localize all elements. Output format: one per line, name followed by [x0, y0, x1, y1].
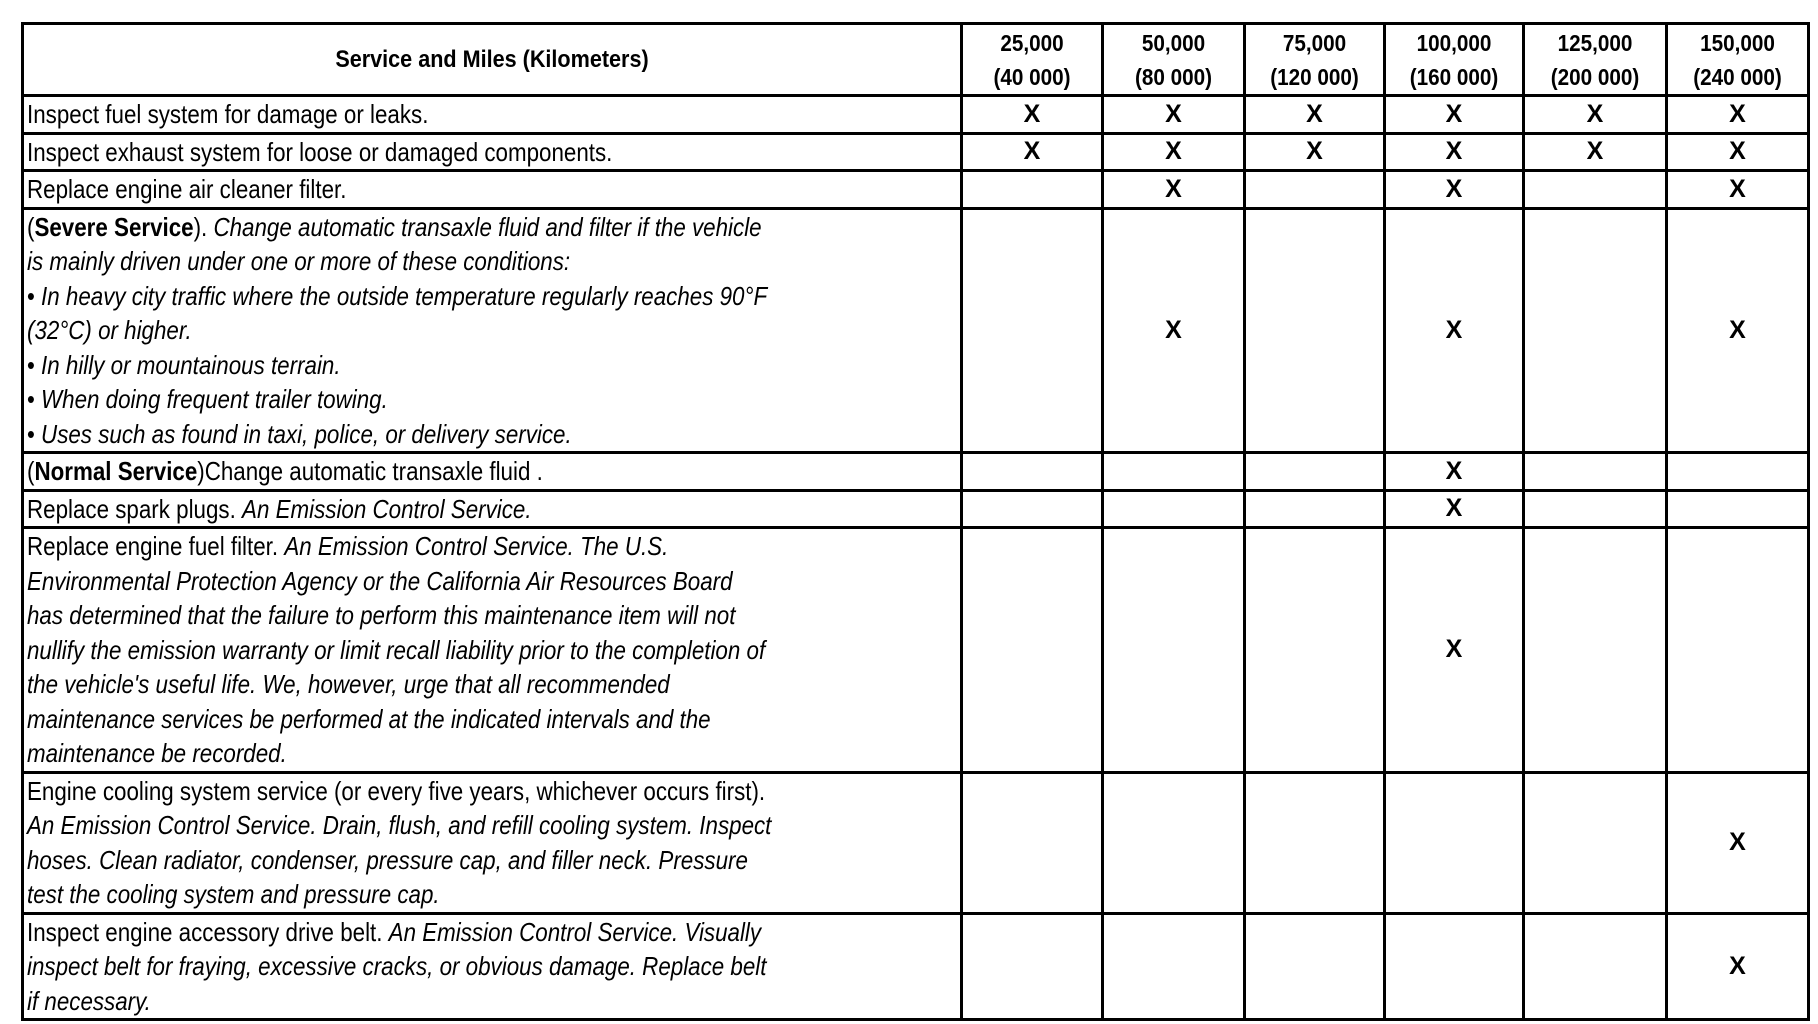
service-required-mark: X: [1165, 99, 1182, 128]
description-text: An Emission Control Service. Drain, flush, and refill cooling system. Inspect: [27, 810, 772, 840]
interval-cell: [1667, 913, 1809, 1020]
description-line: [27, 633, 829, 668]
description-text: )Change automatic transaxle fluid .: [197, 456, 543, 486]
interval-cell: [1524, 528, 1667, 773]
description-line: [27, 843, 829, 878]
service-description: [23, 96, 962, 134]
description-text: inspect belt for fraying, excessive cracks, or obvious damage. Replace belt: [27, 951, 767, 981]
interval-cell: [1103, 453, 1245, 491]
description-text: (32°C) or higher.: [27, 315, 192, 345]
interval-cell: [1245, 913, 1385, 1020]
interval-cell: [1245, 490, 1385, 528]
interval-cell: [1103, 528, 1245, 773]
service-required-mark: X: [1729, 951, 1746, 980]
interval-header-1: [962, 24, 1103, 96]
service-description: [23, 453, 962, 491]
interval-cell: [1245, 171, 1385, 209]
interval-cell: [1667, 96, 1809, 134]
table-row: [23, 528, 1809, 773]
interval-header-5: [1524, 24, 1667, 96]
description-text: Inspect exhaust system for loose or damaged components.: [27, 136, 613, 167]
description-text: An Emission Control Service.: [242, 493, 532, 524]
service-description: [23, 490, 962, 528]
interval-cell: [962, 96, 1103, 134]
interval-cell: [1667, 528, 1809, 773]
interval-cell: [962, 528, 1103, 773]
interval-cell: [962, 208, 1103, 453]
description-text: When doing frequent trailer towing.: [41, 384, 388, 414]
interval-cell: [1385, 913, 1524, 1020]
service-required-mark: X: [1306, 137, 1323, 166]
description-line: [27, 210, 829, 245]
service-required-mark: X: [1445, 137, 1463, 166]
description-text: Inspect fuel system for damage or leaks.: [27, 99, 429, 129]
interval-miles: 150,000: [1700, 29, 1775, 56]
description-text: •: [27, 418, 42, 449]
interval-cell: [1524, 96, 1667, 134]
description-text: Replace spark plugs.: [27, 493, 243, 524]
service-required-mark: X: [1729, 174, 1746, 203]
table-row: [23, 913, 1809, 1020]
service-description: [23, 913, 962, 1020]
description-line: [27, 702, 829, 737]
interval-cell: [1667, 208, 1809, 453]
description-line: [27, 529, 829, 564]
description-line: [27, 244, 829, 279]
interval-cell: [962, 913, 1103, 1020]
interval-cell: [1385, 171, 1524, 209]
interval-cell: [1103, 133, 1245, 171]
interval-cell: [1245, 453, 1385, 491]
interval-cell: [1385, 772, 1524, 913]
service-required-mark: X: [1586, 99, 1604, 128]
interval-cell: [1245, 772, 1385, 913]
interval-cell: [1667, 171, 1809, 209]
service-required-mark: X: [1165, 174, 1182, 203]
interval-cell: [1245, 528, 1385, 773]
interval-header-3: [1245, 24, 1385, 96]
interval-header-4: [1385, 24, 1524, 96]
description-text: the vehicle's useful life. We, however, urge that all recommended: [27, 669, 670, 699]
interval-miles: 100,000: [1416, 29, 1492, 56]
description-text: maintenance services be performed at the indicated intervals and the: [27, 703, 711, 734]
description-line: [27, 564, 829, 599]
interval-cell: [1667, 453, 1809, 491]
description-text: Replace engine air cleaner filter.: [27, 174, 347, 204]
interval-cell: [1385, 528, 1524, 773]
description-text: Uses such as found in taxi, police, or delivery service.: [41, 418, 572, 449]
interval-cell: [1524, 133, 1667, 171]
description-text: ).: [193, 211, 214, 242]
service-required-mark: X: [1165, 137, 1182, 166]
service-required-mark: X: [1445, 456, 1463, 485]
interval-cell: [1103, 913, 1245, 1020]
maintenance-schedule-table: [21, 22, 1810, 1021]
description-text: if necessary.: [27, 985, 151, 1016]
service-required-mark: X: [1445, 494, 1463, 523]
table-row: [23, 208, 1809, 453]
interval-cell: [962, 453, 1103, 491]
interval-header-6: [1667, 24, 1809, 96]
service-required-mark: X: [1306, 99, 1323, 128]
service-description: [23, 772, 962, 913]
description-line: [27, 382, 829, 417]
interval-cell: [1385, 490, 1524, 528]
description-text: test the cooling system and pressure cap.: [27, 879, 440, 909]
service-required-mark: X: [1586, 137, 1604, 166]
interval-cell: [1245, 133, 1385, 171]
service-required-mark: X: [1165, 315, 1182, 344]
description-text: Environmental Protection Agency or the California Air Resources Board: [27, 565, 733, 596]
interval-km: (40 000): [993, 63, 1071, 90]
description-line: [27, 417, 829, 452]
description-line: [27, 97, 829, 132]
interval-cell: [1524, 171, 1667, 209]
interval-cell: [1667, 133, 1809, 171]
interval-cell: [1385, 96, 1524, 134]
service-required-mark: X: [1729, 828, 1746, 856]
interval-km: (160 000): [1409, 63, 1499, 90]
service-description: [23, 133, 962, 171]
description-text: maintenance be recorded.: [27, 738, 287, 768]
interval-km: (80 000): [1134, 63, 1213, 90]
interval-cell: [1385, 208, 1524, 453]
description-line: [27, 915, 829, 950]
interval-miles: 25,000: [1000, 29, 1064, 56]
description-line: [27, 454, 829, 489]
description-text: has determined that the failure to perform this maintenance item will not: [27, 600, 736, 630]
service-required-mark: X: [1729, 99, 1746, 128]
interval-km: (120 000): [1270, 63, 1359, 90]
interval-cell: [1103, 96, 1245, 134]
description-line: [27, 172, 829, 207]
description-text: (: [27, 456, 35, 486]
description-text: In hilly or mountainous terrain.: [41, 349, 341, 380]
interval-cell: [1385, 453, 1524, 491]
description-text: Normal Service: [34, 456, 198, 486]
table-row: [23, 772, 1809, 913]
service-required-mark: X: [1445, 315, 1463, 344]
service-required-mark: X: [1023, 99, 1041, 128]
interval-cell: [962, 772, 1103, 913]
table-row: [23, 96, 1809, 134]
interval-cell: [1245, 208, 1385, 453]
description-text: An Emission Control Service. Visually: [388, 916, 762, 947]
description-text: (: [27, 211, 35, 242]
interval-cell: [1385, 133, 1524, 171]
service-required-mark: X: [1729, 137, 1746, 166]
service-required-mark: X: [1445, 635, 1463, 664]
interval-cell: [962, 490, 1103, 528]
interval-miles: 50,000: [1141, 29, 1206, 56]
table-row: [23, 453, 1809, 491]
description-line: [27, 949, 829, 984]
interval-cell: [1524, 913, 1667, 1020]
description-text: is mainly driven under one or more of these conditions:: [27, 246, 571, 276]
interval-cell: [1524, 453, 1667, 491]
description-line: [27, 279, 829, 314]
description-line: [27, 667, 829, 702]
header-row: [23, 24, 1809, 96]
service-description: [23, 208, 962, 453]
description-text: •: [27, 280, 42, 311]
interval-cell: [1103, 490, 1245, 528]
description-line: [27, 774, 829, 809]
table-row: [23, 490, 1809, 528]
interval-cell: [1103, 171, 1245, 209]
description-line: [27, 598, 829, 633]
service-description: [23, 528, 962, 773]
description-line: [27, 313, 829, 348]
service-required-mark: X: [1445, 174, 1463, 203]
description-text: An Emission Control Service. The U.S.: [284, 531, 669, 561]
interval-cell: [1667, 772, 1809, 913]
table-row: [23, 171, 1809, 209]
service-required-mark: X: [1729, 315, 1746, 344]
description-line: [27, 736, 829, 771]
description-line: [27, 135, 829, 170]
interval-header-2: [1103, 24, 1245, 96]
description-line: [27, 877, 829, 912]
description-line: [27, 348, 829, 383]
service-required-mark: X: [1445, 99, 1463, 128]
interval-km: (200 000): [1550, 63, 1640, 90]
description-line: [27, 984, 829, 1019]
description-text: •: [27, 349, 42, 380]
interval-cell: [1103, 208, 1245, 453]
interval-cell: [1524, 208, 1667, 453]
interval-miles: 125,000: [1557, 29, 1633, 56]
description-text: nullify the emission warranty or limit recall liability prior to the completion of: [27, 634, 766, 665]
interval-cell: [1667, 490, 1809, 528]
interval-km: (240 000): [1693, 63, 1782, 90]
description-text: Inspect engine accessory drive belt.: [27, 916, 389, 947]
description-text: Severe Service: [34, 211, 194, 242]
description-text: Engine cooling system service (or every five years, whichever occurs first).: [27, 775, 766, 806]
description-text: Change automatic transaxle fluid and filter if the vehicle: [213, 211, 762, 242]
service-required-mark: X: [1023, 137, 1041, 166]
description-text: hoses. Clean radiator, condenser, pressure cap, and filler neck. Pressure: [27, 844, 748, 875]
description-line: [27, 808, 829, 843]
interval-cell: [1245, 96, 1385, 134]
service-header-label: Service and Miles (Kilometers): [335, 45, 649, 73]
description-text: •: [27, 384, 42, 414]
table-row: [23, 133, 1809, 171]
interval-cell: [1524, 490, 1667, 528]
service-column-header: [23, 24, 962, 96]
description-text: Replace engine fuel filter.: [27, 531, 285, 561]
description-line: [27, 492, 829, 527]
interval-cell: [1103, 772, 1245, 913]
description-text: In heavy city traffic where the outside temperature regularly reaches 90°F: [41, 280, 768, 311]
service-description: [23, 171, 962, 209]
interval-miles: 75,000: [1282, 29, 1347, 56]
interval-cell: [1524, 772, 1667, 913]
interval-cell: [962, 133, 1103, 171]
interval-cell: [962, 171, 1103, 209]
